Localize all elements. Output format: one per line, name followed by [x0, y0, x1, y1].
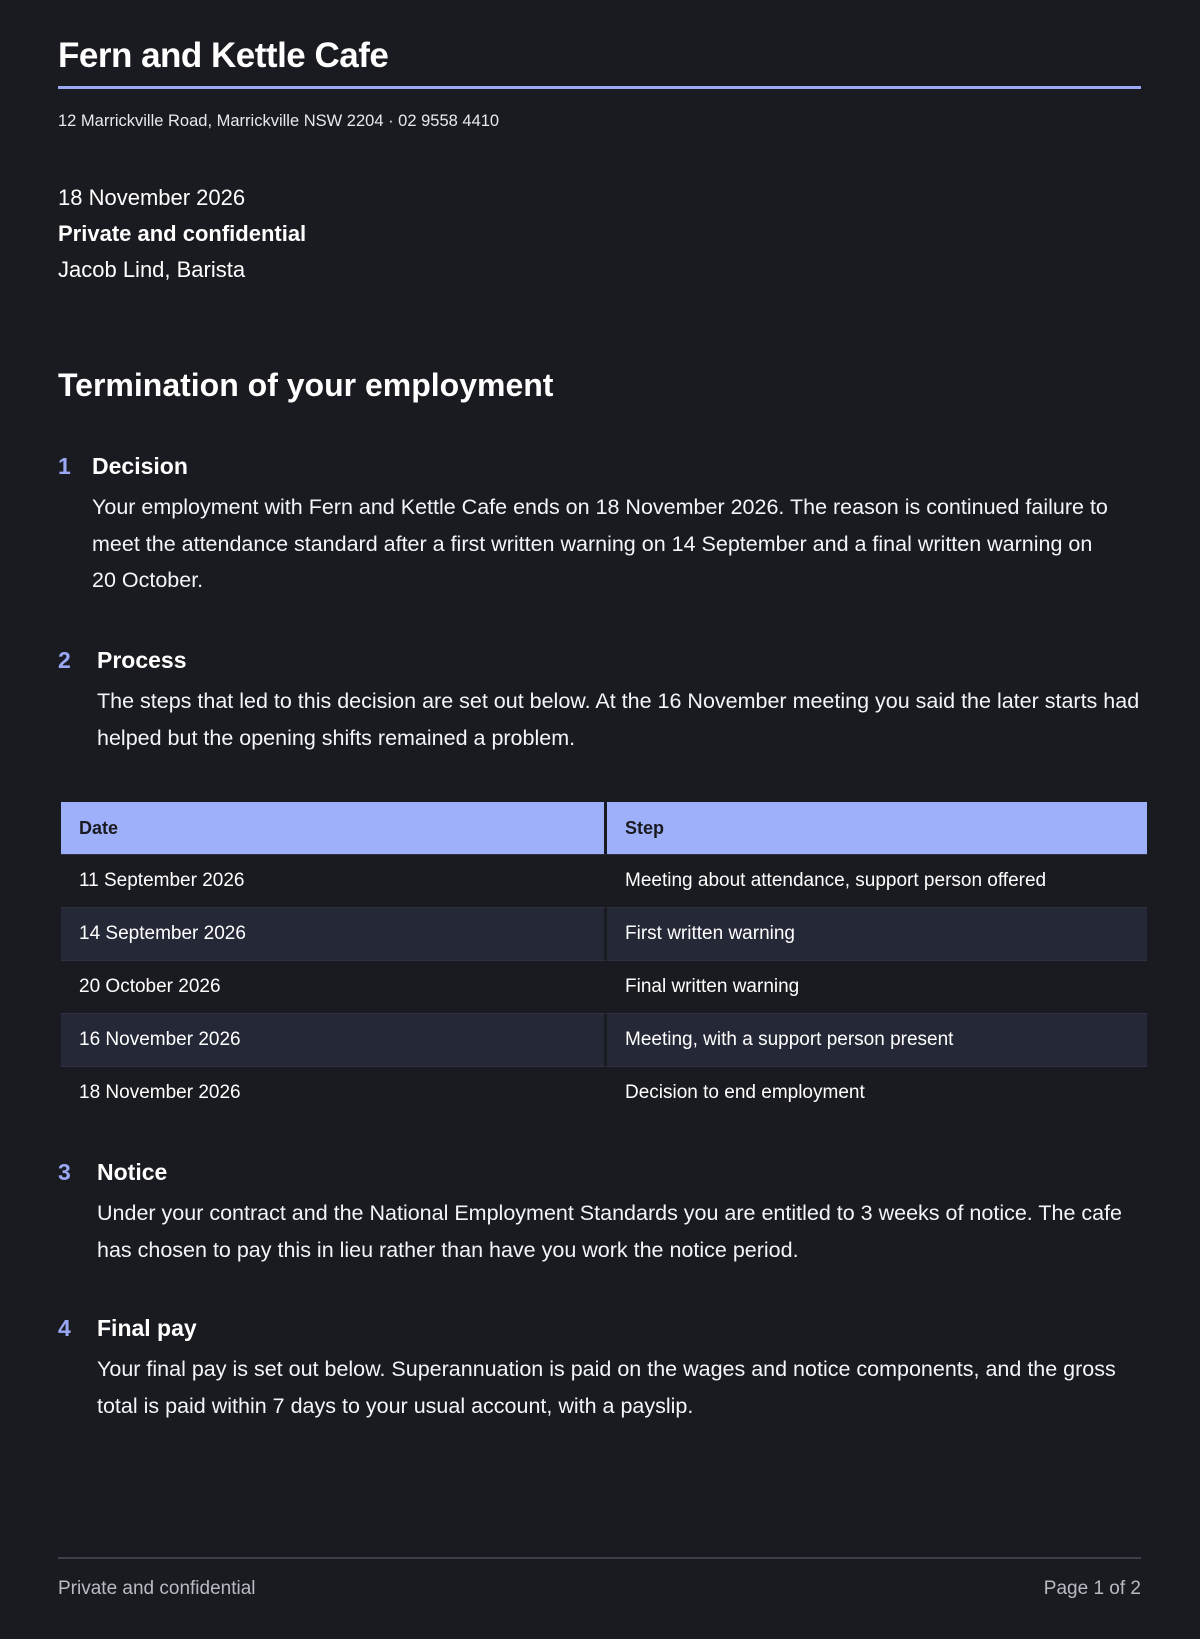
section-body: Under your contract and the National Employment Standards you are entitled to 3 weeks of notice. The cafe has chosen to pay this in lieu rather than have you work the notice period. — [97, 1201, 1123, 1262]
table-cell-step: Final written warning — [607, 960, 1147, 1013]
column-header-date: Date — [61, 802, 607, 854]
section-final-pay — [58, 1311, 1141, 1424]
section-number: 3 — [58, 1159, 71, 1185]
footer-confidentiality: Private and confidential — [58, 1578, 256, 1599]
section-notice — [58, 1155, 1141, 1268]
letterhead-address: 12 Marrickville Road, Marrickville NSW 2204 · 02 9558 4410 — [58, 112, 500, 130]
process-steps-table — [61, 802, 1147, 1119]
letter-title: Termination of your employment — [58, 367, 554, 403]
section-heading: Final pay — [97, 1315, 197, 1341]
footer-rule — [58, 1557, 1141, 1559]
section-body: Your final pay is set out below. Superannuation is paid on the wages and notice components, and the gross total is paid within 7 days to your usual account, with a payslip. — [97, 1357, 1116, 1418]
section-heading: Process — [97, 647, 187, 673]
table-row — [61, 907, 1147, 960]
letterhead-name: Fern and Kettle Cafe — [58, 36, 389, 75]
table-row — [61, 1013, 1147, 1066]
section-body: Your employment with Fern and Kettle Cafe ends on 18 November 2026. The reason is continued failure to meet the attendance standard after a first written warning on 14 September and a final written warning on 20 October. — [92, 495, 1108, 592]
table-cell-step: First written warning — [607, 907, 1147, 960]
section-decision — [58, 449, 1141, 599]
section-body: The steps that led to this decision are set out below. At the 16 November meeting you said the later starts had helped but the opening shifts remained a problem. — [97, 689, 1140, 750]
page-number: Page 1 of 2 — [1043, 1578, 1141, 1599]
table-cell-date: 20 October 2026 — [61, 960, 607, 1013]
column-header-step: Step — [607, 802, 1147, 854]
table-cell-date: 18 November 2026 — [61, 1066, 607, 1119]
letter-page — [58, 0, 1141, 1639]
section-heading: Notice — [97, 1159, 168, 1185]
table-cell-date: 11 September 2026 — [61, 854, 607, 907]
table-cell-step: Meeting about attendance, support person offered — [607, 854, 1147, 907]
letter-date: 18 November 2026 — [58, 185, 246, 210]
table-cell-date: 16 November 2026 — [61, 1013, 607, 1066]
confidentiality-label: Private and confidential — [58, 221, 307, 246]
letterhead-rule — [58, 86, 1141, 89]
letter-meta — [58, 180, 306, 288]
table-row — [61, 1066, 1147, 1119]
table-cell-step: Decision to end employment — [607, 1066, 1147, 1119]
table-header-row — [61, 802, 1147, 854]
table-row — [61, 854, 1147, 907]
section-number: 4 — [58, 1315, 71, 1341]
table-cell-date: 14 September 2026 — [61, 907, 607, 960]
table-row — [61, 960, 1147, 1013]
recipient: Jacob Lind, Barista — [58, 257, 246, 282]
table-cell-step: Meeting, with a support person present — [607, 1013, 1147, 1066]
section-number: 2 — [58, 647, 71, 673]
section-process — [58, 643, 1141, 756]
section-number: 1 — [58, 453, 71, 479]
section-heading: Decision — [92, 453, 188, 479]
